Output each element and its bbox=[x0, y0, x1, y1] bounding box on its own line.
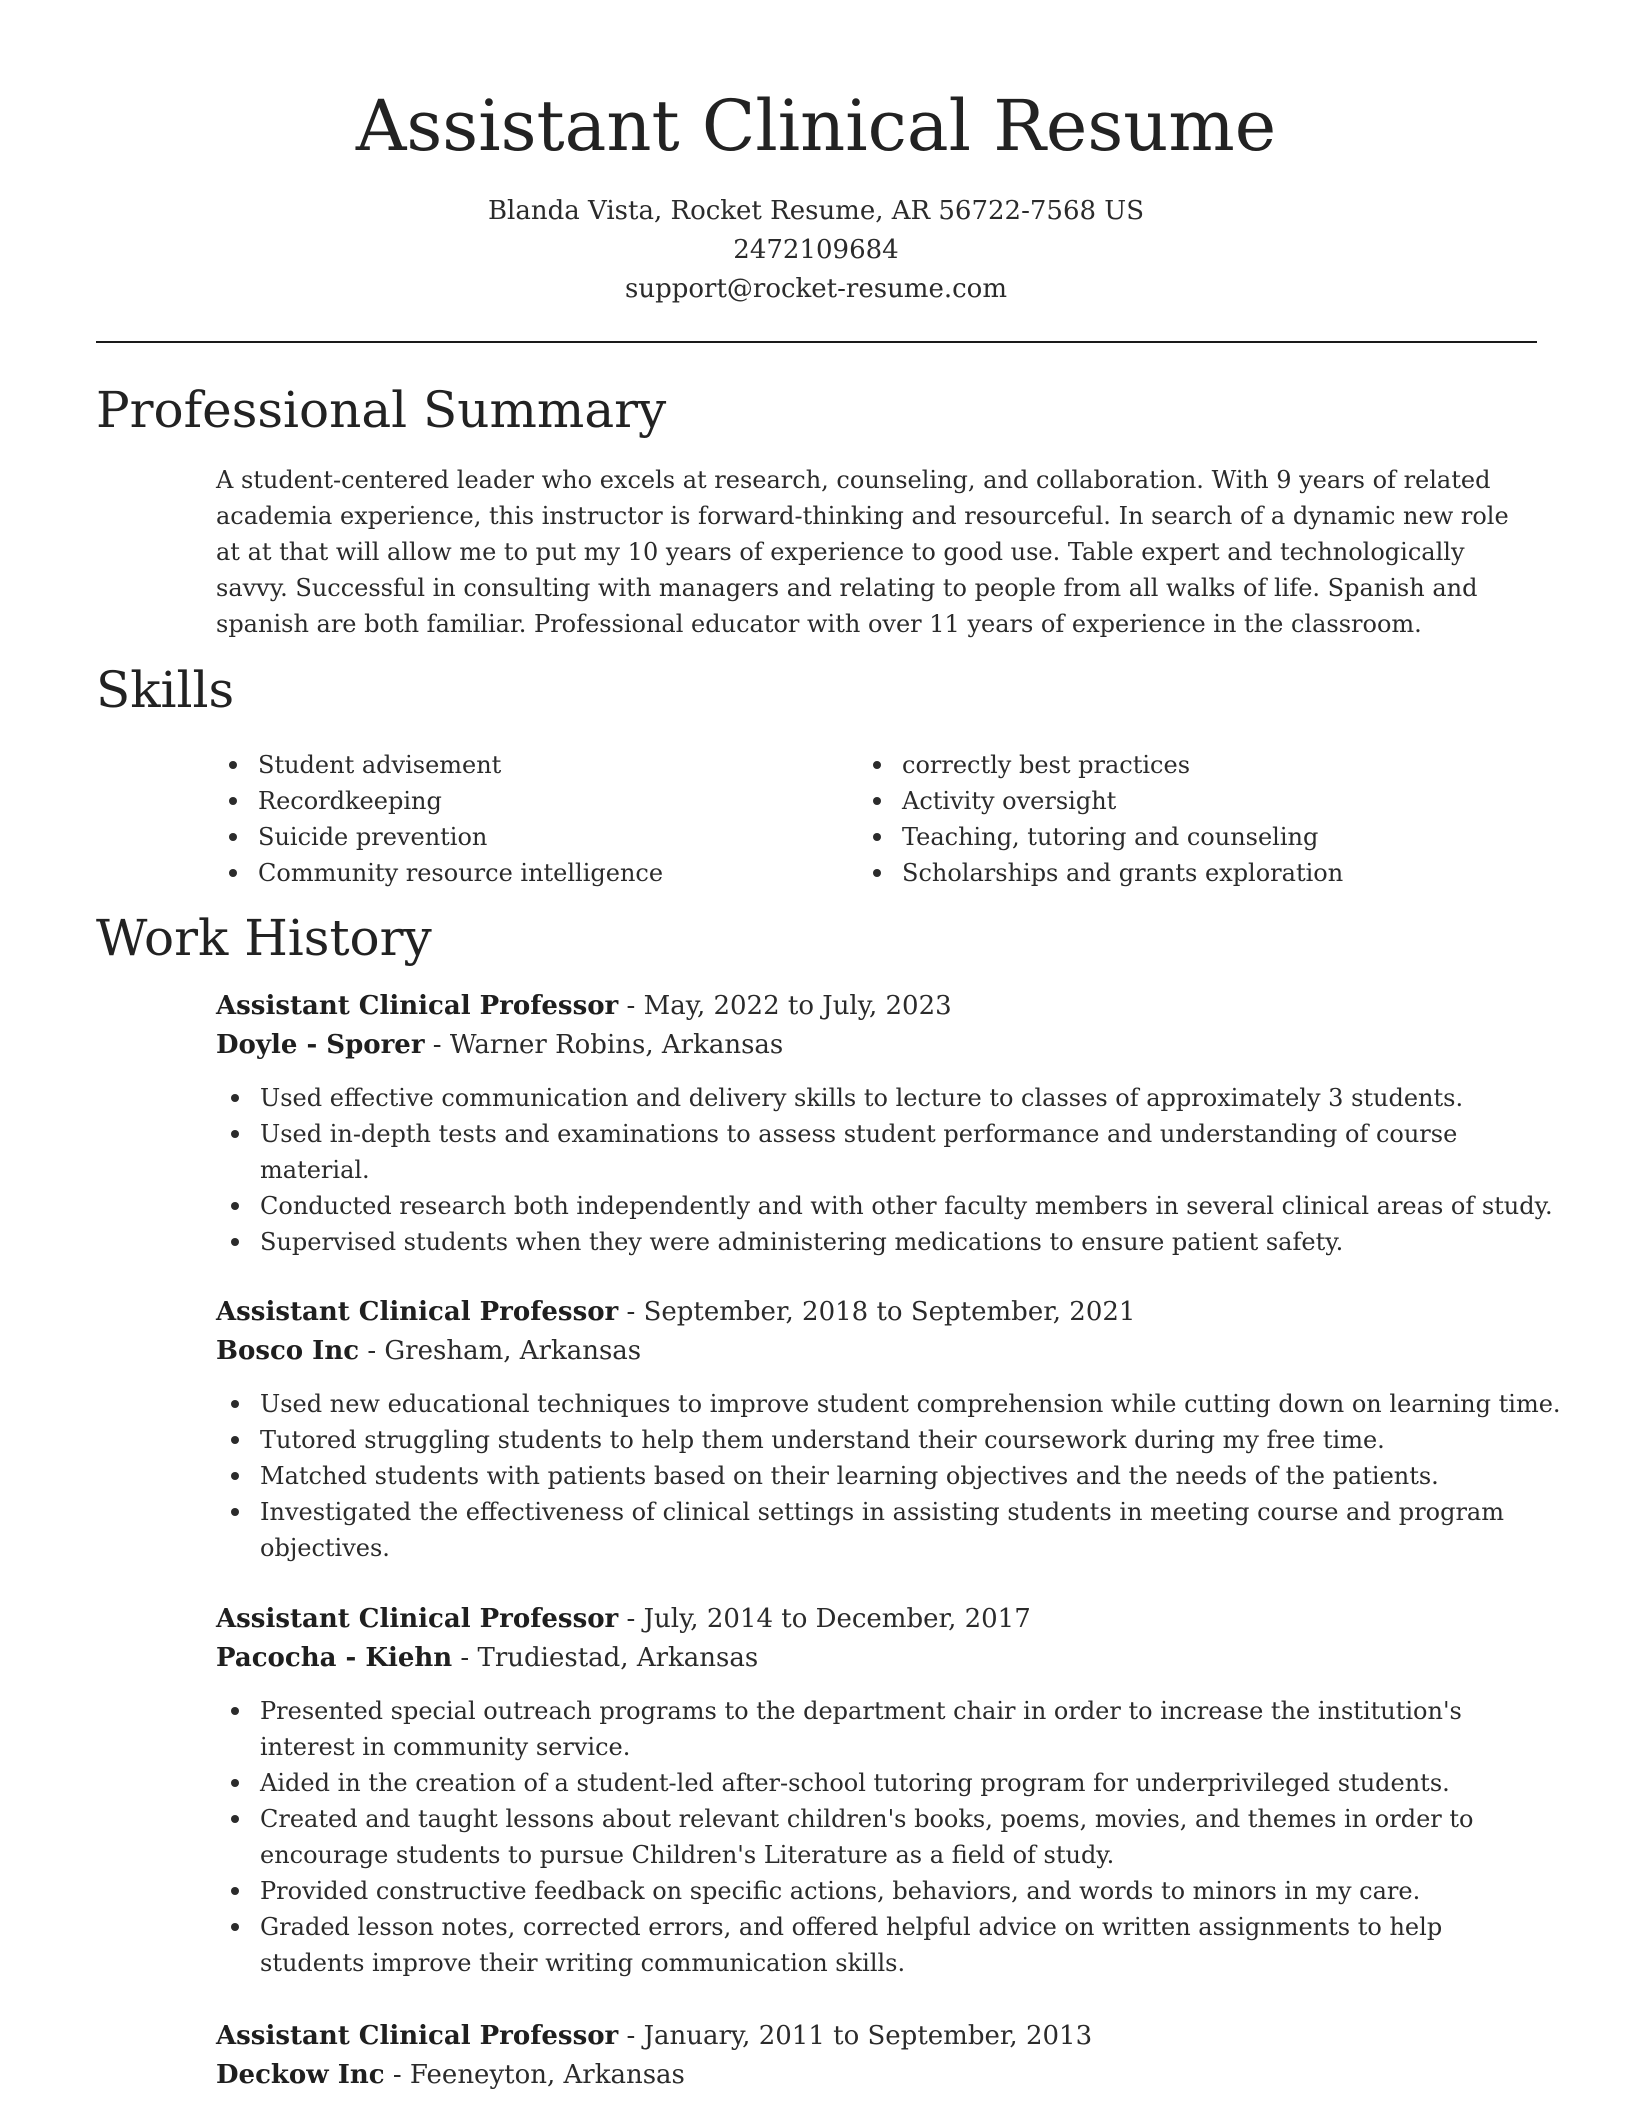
job-company: Doyle - Sporer bbox=[216, 1030, 425, 1060]
job-company-line bbox=[216, 1639, 1546, 1678]
skill-item: correctly best practices bbox=[858, 747, 1343, 783]
job-company-line bbox=[216, 1026, 1546, 1065]
job-title-line bbox=[216, 1600, 1546, 1639]
job-bullet: Used new educational techniques to improve student comprehension while cutting down on learning time. bbox=[216, 1386, 1546, 1422]
job-company: Deckow Inc bbox=[216, 2060, 385, 2090]
summary-text: A student-centered leader who excels at research, counseling, and collaboration. With 9 years of related academia experience, this instructor is forward-thinking and resourceful. In search of a dynamic new role at at that will allow me to put my 10 years of experience to good use. Table expert and technologically savvy. Successful in consulting with managers and relating to people from all walks of life. Spanish and spanish are both familiar. Professional educator with over 11 years of experience in the classroom. bbox=[216, 466, 1509, 638]
section-title-work-history: Work History bbox=[96, 909, 432, 967]
skill-item: Suicide prevention bbox=[214, 819, 663, 855]
contact-phone: 2472109684 bbox=[733, 235, 899, 265]
job-bullet: Created and taught lessons about relevant children's books, poems, movies, and themes in order to encourage students to pursue Children's Literature as a field of study. bbox=[216, 1801, 1546, 1873]
job-bullet: Used effective communication and delivery skills to lecture to classes of approximately 3 students. bbox=[216, 1080, 1546, 1116]
resume-title: Assistant Clinical Resume bbox=[355, 85, 1277, 167]
job-bullet: Matched students with patients based on their learning objectives and the needs of the patients. bbox=[216, 1458, 1546, 1494]
skill-item: Community resource intelligence bbox=[214, 855, 663, 891]
job-entry bbox=[216, 987, 1553, 1260]
header-divider bbox=[96, 341, 1537, 343]
job-role: Assistant Clinical Professor bbox=[216, 1604, 619, 1634]
contact-address: Blanda Vista, Rocket Resume, AR 56722-7568 US bbox=[487, 196, 1145, 226]
contact-email: support@rocket-resume.com bbox=[624, 274, 1007, 304]
job-location: - Warner Robins, Arkansas bbox=[424, 1030, 784, 1060]
job-entry bbox=[216, 2017, 1546, 2095]
skills-list-left bbox=[214, 747, 663, 891]
job-bullet: Investigated the effectiveness of clinical settings in assisting students in meeting course and program objectives. bbox=[216, 1494, 1546, 1566]
job-dates: - July, 2014 to December, 2017 bbox=[618, 1604, 1031, 1634]
job-company: Pacocha - Kiehn bbox=[216, 1643, 453, 1673]
job-location: - Gresham, Arkansas bbox=[359, 1336, 642, 1366]
job-bullet: Conducted research both independently and with other faculty members in several clinical areas of study. bbox=[216, 1188, 1546, 1224]
job-bullet: Graded lesson notes, corrected errors, and offered helpful advice on written assignments to help students improve their writing communication skills. bbox=[216, 1909, 1546, 1981]
job-bullet: Tutored struggling students to help them understand their coursework during my free time. bbox=[216, 1422, 1546, 1458]
job-dates: - May, 2022 to July, 2023 bbox=[618, 991, 952, 1021]
job-entry bbox=[216, 1600, 1546, 1981]
job-bullets bbox=[216, 1080, 1553, 1260]
section-title-summary: Professional Summary bbox=[96, 381, 667, 439]
job-bullet: Aided in the creation of a student-led after-school tutoring program for underprivileged students. bbox=[216, 1765, 1546, 1801]
skill-item: Recordkeeping bbox=[214, 783, 663, 819]
job-location: - Feeneyton, Arkansas bbox=[384, 2060, 685, 2090]
job-company: Bosco Inc bbox=[216, 1336, 360, 1366]
job-dates: - September, 2018 to September, 2021 bbox=[618, 1297, 1136, 1327]
job-bullets bbox=[216, 1693, 1546, 1981]
job-role: Assistant Clinical Professor bbox=[216, 1297, 619, 1327]
job-title-line bbox=[216, 2017, 1546, 2056]
job-title-line bbox=[216, 987, 1546, 1026]
job-bullet: Provided constructive feedback on specific actions, behaviors, and words to minors in my care. bbox=[216, 1873, 1546, 1909]
job-bullets bbox=[216, 1386, 1561, 1566]
skill-item: Student advisement bbox=[214, 747, 663, 783]
job-company-line bbox=[216, 1332, 1546, 1371]
skill-item: Activity oversight bbox=[858, 783, 1343, 819]
job-entry bbox=[216, 1293, 1561, 1566]
job-dates: - January, 2011 to September, 2013 bbox=[618, 2021, 1093, 2051]
job-bullet: Supervised students when they were administering medications to ensure patient safety. bbox=[216, 1224, 1546, 1260]
job-bullet: Used in-depth tests and examinations to assess student performance and understanding of course material. bbox=[216, 1116, 1546, 1188]
job-bullet: Presented special outreach programs to the department chair in order to increase the institution's interest in community service. bbox=[216, 1693, 1546, 1765]
skills-list-right bbox=[858, 747, 1343, 891]
skill-item: Teaching, tutoring and counseling bbox=[858, 819, 1343, 855]
skill-item: Scholarships and grants exploration bbox=[858, 855, 1343, 891]
job-role: Assistant Clinical Professor bbox=[216, 991, 619, 1021]
job-company-line bbox=[216, 2056, 1546, 2095]
contact-block bbox=[0, 192, 1632, 309]
job-role: Assistant Clinical Professor bbox=[216, 2021, 619, 2051]
section-title-skills: Skills bbox=[96, 661, 235, 719]
job-location: - Trudiestad, Arkansas bbox=[452, 1643, 759, 1673]
job-title-line bbox=[216, 1293, 1546, 1332]
